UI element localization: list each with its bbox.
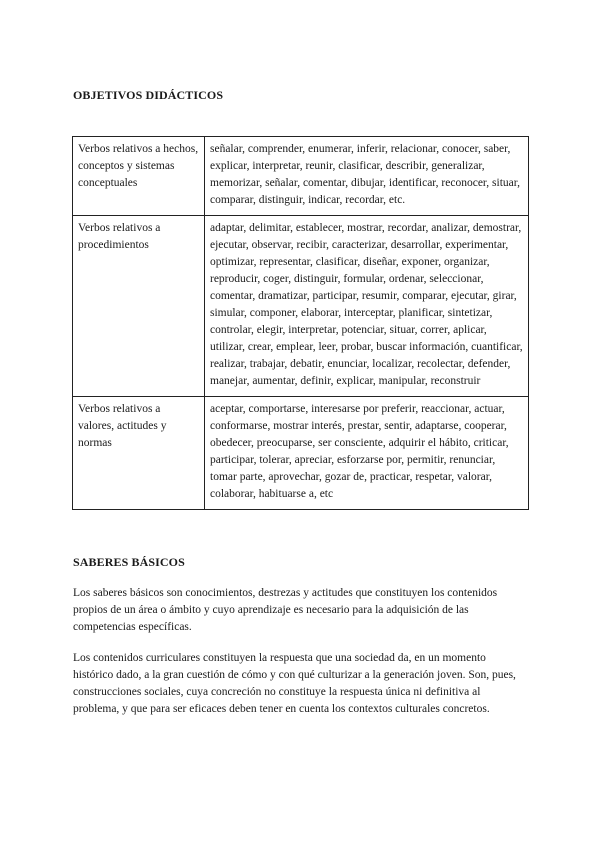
table-row <box>73 397 529 510</box>
category-cell: Verbos relativos a procedimientos <box>73 216 205 397</box>
category-cell: Verbos relativos a valores, actitudes y normas <box>73 397 205 510</box>
category-cell: Verbos relativos a hechos, conceptos y sistemas conceptuales <box>73 137 205 216</box>
verbs-cell: señalar, comprender, enumerar, inferir, relacionar, conocer, saber, explicar, interpretar, reunir, clasificar, describir, generalizar, memorizar, señalar, comentar, dibujar, identificar, reconocer, situar, comparar, distinguir, indicar, recordar, etc. <box>205 137 529 216</box>
verbs-cell: adaptar, delimitar, establecer, mostrar, recordar, analizar, demostrar, ejecutar, observar, recibir, caracterizar, desarrollar, experimentar, optimizar, representar, clasificar, diseñar, exponer, organizar, reproducir, coger, distinguir, formular, ordenar, seleccionar, comentar, dramatizar, participar, resumir, comparar, ejecutar, girar, simular, componer, elaborar, interceptar, planificar, sintetizar, controlar, elegir, interpretar, potenciar, situar, correr, aplicar, utilizar, crear, emplear, leer, probar, buscar información, cuantificar, realizar, trabajar, debatir, enunciar, localizar, recolectar, defender, manejar, aumentar, definir, explicar, manipular, reconstruir <box>205 216 529 397</box>
objetivos-heading: OBJETIVOS DIDÁCTICOS <box>73 88 224 102</box>
saberes-paragraph-1: Los saberes básicos son conocimientos, destrezas y actitudes que constituyen los contenidos propios de un área o ámbito y cuyo aprendizaje es necesario para la adquisición de las competencias específicas. <box>73 587 498 633</box>
saberes-heading: SABERES BÁSICOS <box>73 555 185 569</box>
table-row <box>73 137 529 216</box>
verbs-cell: aceptar, comportarse, interesarse por preferir, reaccionar, actuar, conformarse, mostrar interés, prestar, sentir, adaptarse, cooperar, obedecer, preocuparse, ser consciente, adquirir el hábito, criticar, participar, tolerar, apreciar, esforzarse por, permitir, renunciar, tomar parte, aprovechar, gozar de, practicar, respetar, valorar, colaborar, habituarse a, etc <box>205 397 529 510</box>
saberes-paragraph-2: Los contenidos curriculares constituyen la respuesta que una sociedad da, en un momento histórico dado, a la gran cuestión de cómo y con qué culturizar a la generación joven. Son, pues, construcciones sociales, cuya concreción no constituye la respuesta única ni definitiva al problema, y que para ser eficaces deben tener en cuenta los contextos culturales concretos. <box>73 652 516 715</box>
verbs-table <box>72 136 529 510</box>
table-row <box>73 216 529 397</box>
